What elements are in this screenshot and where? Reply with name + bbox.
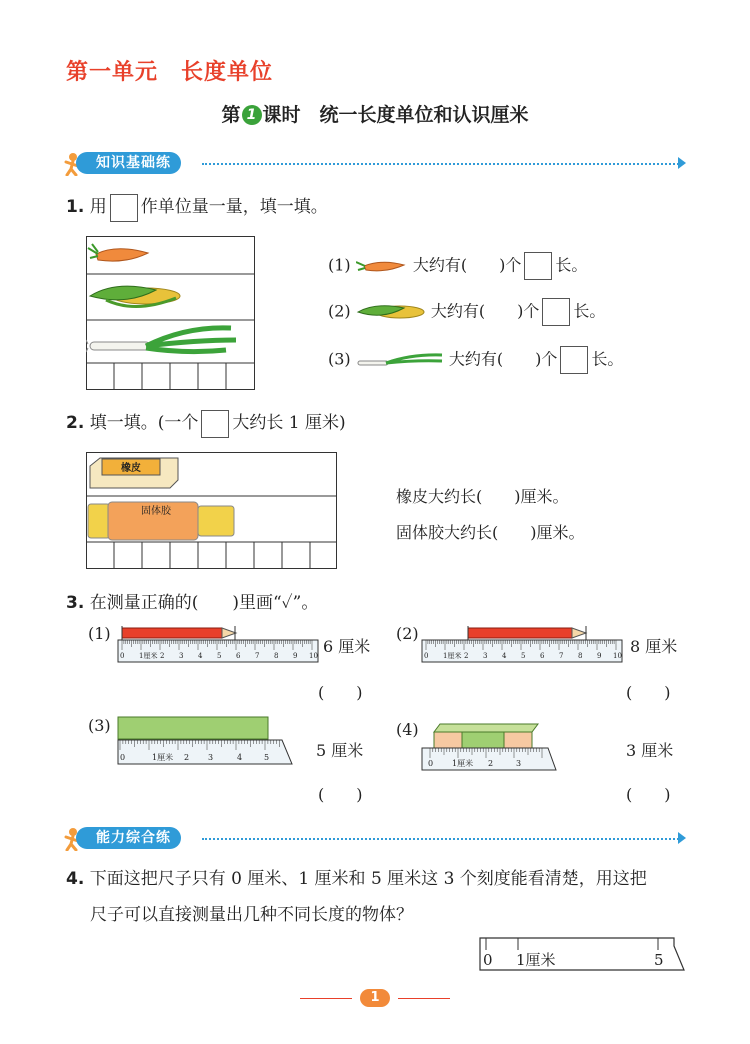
svg-text:3: 3: [208, 753, 214, 762]
svg-text:0: 0: [428, 759, 434, 768]
q3-item-label: (1): [88, 624, 111, 643]
item-tail: 长。: [555, 255, 588, 275]
q3-item-label: (3): [88, 716, 111, 735]
unit-square: [560, 346, 588, 374]
svg-text:3: 3: [516, 759, 522, 768]
question-number: 2.: [66, 413, 85, 433]
eraser-icon: [90, 458, 178, 488]
lesson-number: 1: [242, 105, 262, 125]
question-number: 3.: [66, 593, 85, 613]
item-tail: 长。: [591, 349, 624, 369]
svg-text:8: 8: [578, 652, 583, 660]
q1-item-2: [328, 298, 605, 326]
q2-line-eraser: 橡皮大约长( )厘米。: [396, 487, 569, 506]
lesson-prefix: 第: [221, 104, 241, 126]
q3-answer-3: 5 厘米: [316, 741, 364, 760]
svg-text:0: 0: [120, 652, 125, 660]
unit-square: [524, 252, 552, 280]
q3-answer-1: 6 厘米: [323, 637, 371, 656]
item-tail: 长。: [573, 301, 606, 321]
svg-text:4: 4: [198, 652, 203, 660]
item-label: (1): [328, 255, 351, 275]
svg-text:2: 2: [488, 759, 494, 768]
q1-measure-figure: [86, 236, 256, 391]
scallion-icon: [86, 328, 236, 352]
q1-item-3: [328, 346, 623, 374]
svg-text:3: 3: [179, 652, 184, 660]
item-label: (2): [328, 301, 351, 321]
ruler-with-block-3: [116, 716, 296, 770]
question-3: [66, 588, 318, 613]
q3-paren-1[interactable]: ( ): [318, 683, 363, 702]
question-text: 作单位量一量，填一填。: [140, 197, 328, 217]
svg-text:2: 2: [184, 753, 190, 762]
svg-text:5: 5: [264, 753, 270, 762]
item-text: 大约有( )个: [430, 301, 540, 321]
section-label: 知识基础练: [76, 152, 181, 174]
svg-text:10: 10: [613, 652, 622, 660]
svg-text:0: 0: [120, 753, 126, 762]
ruler-unit-label: 1厘米: [443, 652, 462, 660]
ruler-label-0: 0: [483, 951, 493, 969]
svg-text:10: 10: [309, 652, 318, 660]
svg-text:8: 8: [274, 652, 279, 660]
q2-measure-figure: [86, 452, 338, 570]
svg-text:9: 9: [597, 652, 602, 660]
glue-label: 固体胶: [141, 506, 171, 517]
question-text: 填一填。(一个: [89, 413, 199, 433]
ruler-unit-label: 1厘米: [152, 753, 174, 762]
unit-square: [542, 298, 570, 326]
svg-text:5: 5: [521, 652, 526, 660]
svg-text:6: 6: [540, 652, 545, 660]
svg-text:3: 3: [483, 652, 488, 660]
eraser-label: 橡皮: [121, 463, 141, 474]
lesson-suffix: 课时 统一长度单位和认识厘米: [262, 104, 529, 126]
q1-item-1: [328, 252, 587, 280]
svg-text:4: 4: [237, 753, 243, 762]
question-number: 1.: [66, 197, 85, 217]
question-text: 在测量正确的( )里画“✓”。: [89, 593, 319, 613]
item-text: 大约有( )个: [448, 349, 558, 369]
corn-icon: [356, 300, 426, 324]
ruler-unit-label: 1厘米: [139, 652, 158, 660]
svg-text:5: 5: [217, 652, 222, 660]
q3-item-label: (4): [396, 720, 419, 739]
svg-text:2: 2: [464, 652, 469, 660]
q3-answer-2: 8 厘米: [630, 637, 678, 656]
ruler-label-5: 5: [654, 951, 664, 969]
question-1: [66, 192, 328, 222]
partial-ruler: [478, 936, 688, 972]
page-footer: [300, 992, 450, 1006]
carrot-icon: [88, 244, 148, 261]
question-4: [66, 864, 706, 889]
question-number: 4.: [66, 869, 85, 889]
question-text: 大约长 1 厘米): [232, 413, 346, 433]
svg-text:4: 4: [502, 652, 507, 660]
svg-text:7: 7: [255, 652, 260, 660]
unit-title: 第一单元 长度单位: [66, 60, 274, 85]
page-number: 1: [360, 989, 390, 1007]
ruler-with-pencil-1: [116, 626, 322, 666]
item-label: (3): [328, 349, 351, 369]
q3-item-label: (2): [396, 624, 419, 643]
scallion-icon: [356, 350, 444, 370]
svg-text:7: 7: [559, 652, 564, 660]
section-banner-basic: [62, 152, 682, 176]
corn-icon: [90, 286, 180, 306]
svg-text:6: 6: [236, 652, 241, 660]
ruler-with-pencil-2: [420, 626, 626, 666]
lesson-title: [0, 100, 750, 127]
item-text: 大约有( )个: [412, 255, 522, 275]
glue-stick-icon: [88, 502, 234, 540]
carrot-icon: [356, 256, 408, 276]
q2-line-glue: 固体胶大约长( )厘米。: [396, 523, 585, 542]
question-4-line2: 尺子可以直接测量出几种不同长度的物体？: [90, 905, 413, 925]
question-text: 下面这把尺子只有 0 厘米、1 厘米和 5 厘米这 3 个刻度能看清楚，用这把: [89, 869, 647, 889]
q3-paren-4[interactable]: ( ): [626, 785, 671, 804]
ruler-unit-label: 1厘米: [452, 759, 474, 768]
q3-answer-4: 3 厘米: [626, 741, 674, 760]
unit-square: [110, 194, 138, 222]
svg-text:2: 2: [160, 652, 165, 660]
question-2: [66, 408, 346, 438]
section-banner-ability: [62, 827, 682, 851]
question-text: 用: [89, 197, 107, 217]
unit-square: [201, 410, 229, 438]
ruler-with-block-4: [420, 720, 560, 772]
q3-paren-2[interactable]: ( ): [626, 683, 671, 702]
svg-text:0: 0: [424, 652, 429, 660]
q3-paren-3[interactable]: ( ): [318, 785, 363, 804]
ruler-label-1: 1厘米: [516, 951, 556, 969]
section-label: 能力综合练: [76, 827, 181, 849]
svg-text:9: 9: [293, 652, 298, 660]
